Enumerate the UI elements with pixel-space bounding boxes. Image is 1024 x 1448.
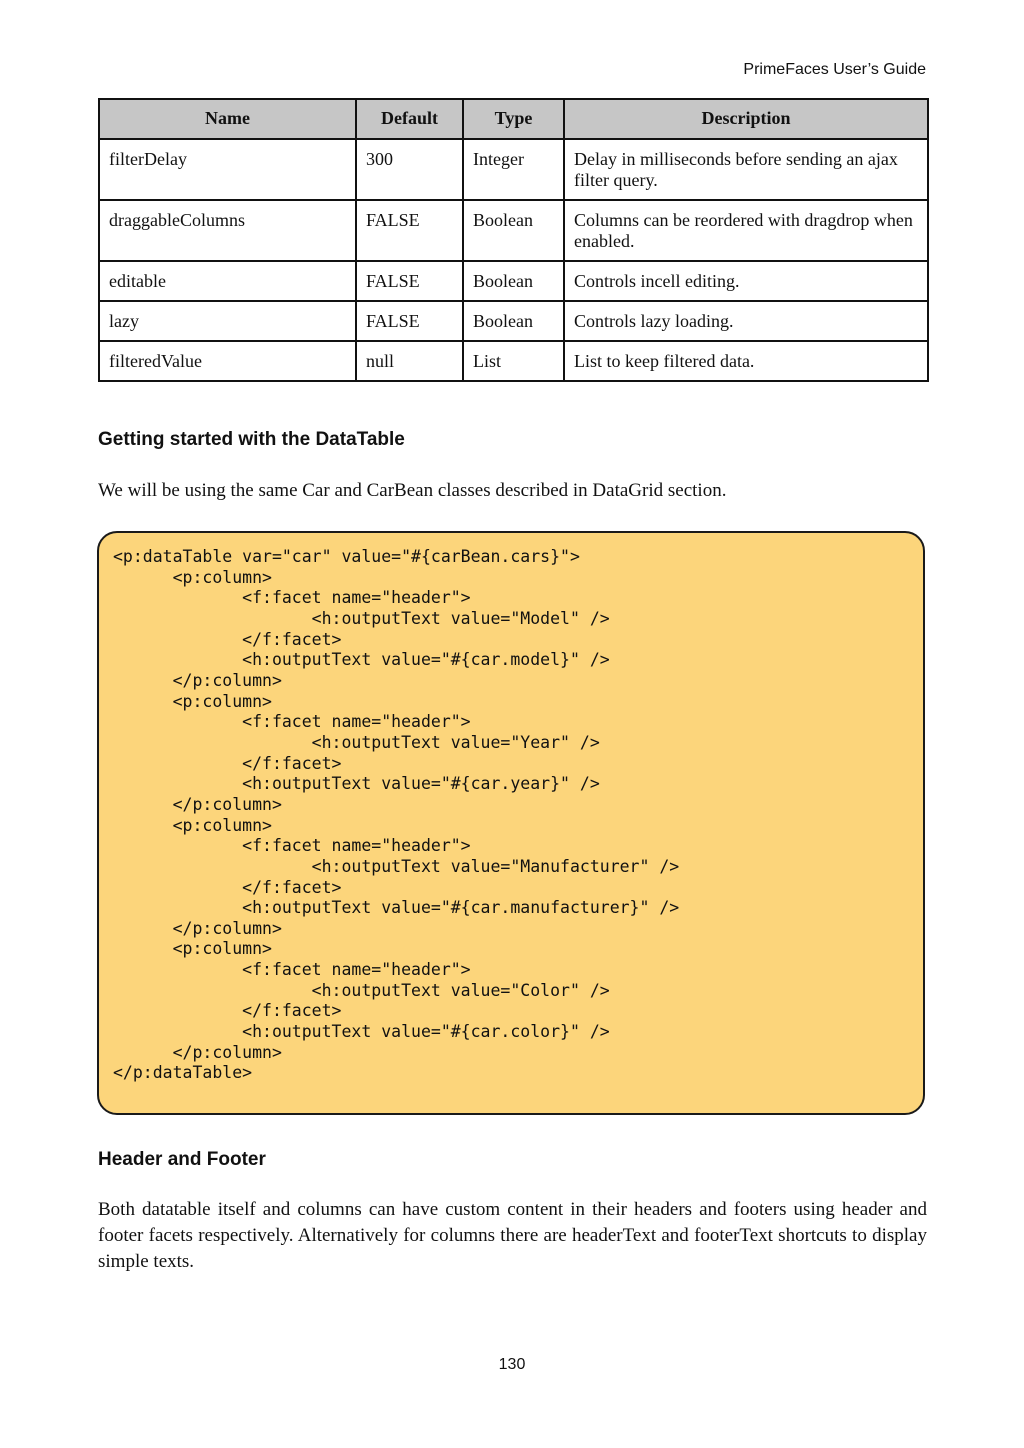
code-line: </p:column>: [113, 670, 282, 690]
cell-default: FALSE: [356, 261, 463, 301]
cell-type: Integer: [463, 139, 564, 200]
code-line: <h:outputText value="Manufacturer" />: [113, 856, 680, 876]
section-heading-getting-started: Getting started with the DataTable: [98, 429, 405, 450]
table-header-row: [99, 99, 928, 139]
column-header-default: Default: [356, 99, 463, 139]
code-sample: [113, 547, 679, 1084]
cell-name: editable: [99, 261, 356, 301]
cell-default: FALSE: [356, 301, 463, 341]
code-line: <h:outputText value="#{car.color}" />: [113, 1022, 610, 1042]
code-line: <h:outputText value="#{car.manufacturer}" />: [113, 898, 680, 918]
code-line: <p:column>: [113, 939, 272, 959]
code-line: <f:facet name="header">: [113, 588, 471, 608]
table-row: [99, 200, 928, 261]
page-number: 130: [498, 1356, 526, 1373]
code-line: <p:column>: [113, 815, 272, 835]
code-line: <p:dataTable var="car" value="#{carBean.cars}">: [113, 547, 580, 566]
code-line: <h:outputText value="Year" />: [113, 732, 600, 752]
cell-name: draggableColumns: [99, 200, 356, 261]
code-line: <p:column>: [113, 691, 272, 711]
paragraph-getting-started: We will be using the same Car and CarBean classes described in DataGrid section.: [98, 480, 727, 501]
running-header: PrimeFaces User’s Guide: [743, 61, 926, 78]
table-row: [99, 261, 928, 301]
code-line: </f:facet>: [113, 753, 342, 773]
code-line: </p:column>: [113, 1042, 282, 1062]
section-heading-header-footer: Header and Footer: [98, 1149, 266, 1170]
table-row: [99, 301, 928, 341]
cell-type: List: [463, 341, 564, 381]
code-line: </f:facet>: [113, 1001, 342, 1021]
column-header-type: Type: [463, 99, 564, 139]
code-line: <h:outputText value="#{car.year}" />: [113, 774, 600, 794]
code-line: <h:outputText value="Color" />: [113, 980, 610, 1000]
cell-type: Boolean: [463, 261, 564, 301]
column-header-name: Name: [99, 99, 356, 139]
cell-description: Controls incell editing.: [564, 261, 928, 301]
code-line: <p:column>: [113, 567, 272, 587]
code-sample-box: [97, 531, 925, 1115]
cell-name: filteredValue: [99, 341, 356, 381]
cell-name: lazy: [99, 301, 356, 341]
cell-type: Boolean: [463, 200, 564, 261]
code-line: </p:dataTable>: [113, 1063, 253, 1083]
code-line: <h:outputText value="#{car.model}" />: [113, 650, 610, 670]
cell-description: Columns can be reordered with dragdrop when enabled.: [564, 200, 928, 261]
code-line: </f:facet>: [113, 877, 342, 897]
code-line: <f:facet name="header">: [113, 712, 471, 732]
cell-default: FALSE: [356, 200, 463, 261]
code-line: </p:column>: [113, 918, 282, 938]
table-row: [99, 139, 928, 200]
table-row: [99, 341, 928, 381]
cell-default: null: [356, 341, 463, 381]
attributes-table: [98, 98, 929, 382]
code-line: </p:column>: [113, 794, 282, 814]
cell-default: 300: [356, 139, 463, 200]
code-line: <f:facet name="header">: [113, 836, 471, 856]
code-line: </f:facet>: [113, 629, 342, 649]
paragraph-header-footer: Both datatable itself and columns can have custom content in their headers and footers using header and footer facets respectively. Alternatively for columns there are headerText and footerText shortcuts to display simple texts.: [98, 1199, 927, 1272]
code-line: <f:facet name="header">: [113, 960, 471, 980]
cell-description: Controls lazy loading.: [564, 301, 928, 341]
cell-name: filterDelay: [99, 139, 356, 200]
code-line: <h:outputText value="Model" />: [113, 608, 610, 628]
column-header-description: Description: [564, 99, 928, 139]
cell-description: Delay in milliseconds before sending an ajax filter query.: [564, 139, 928, 200]
cell-description: List to keep filtered data.: [564, 341, 928, 381]
cell-type: Boolean: [463, 301, 564, 341]
